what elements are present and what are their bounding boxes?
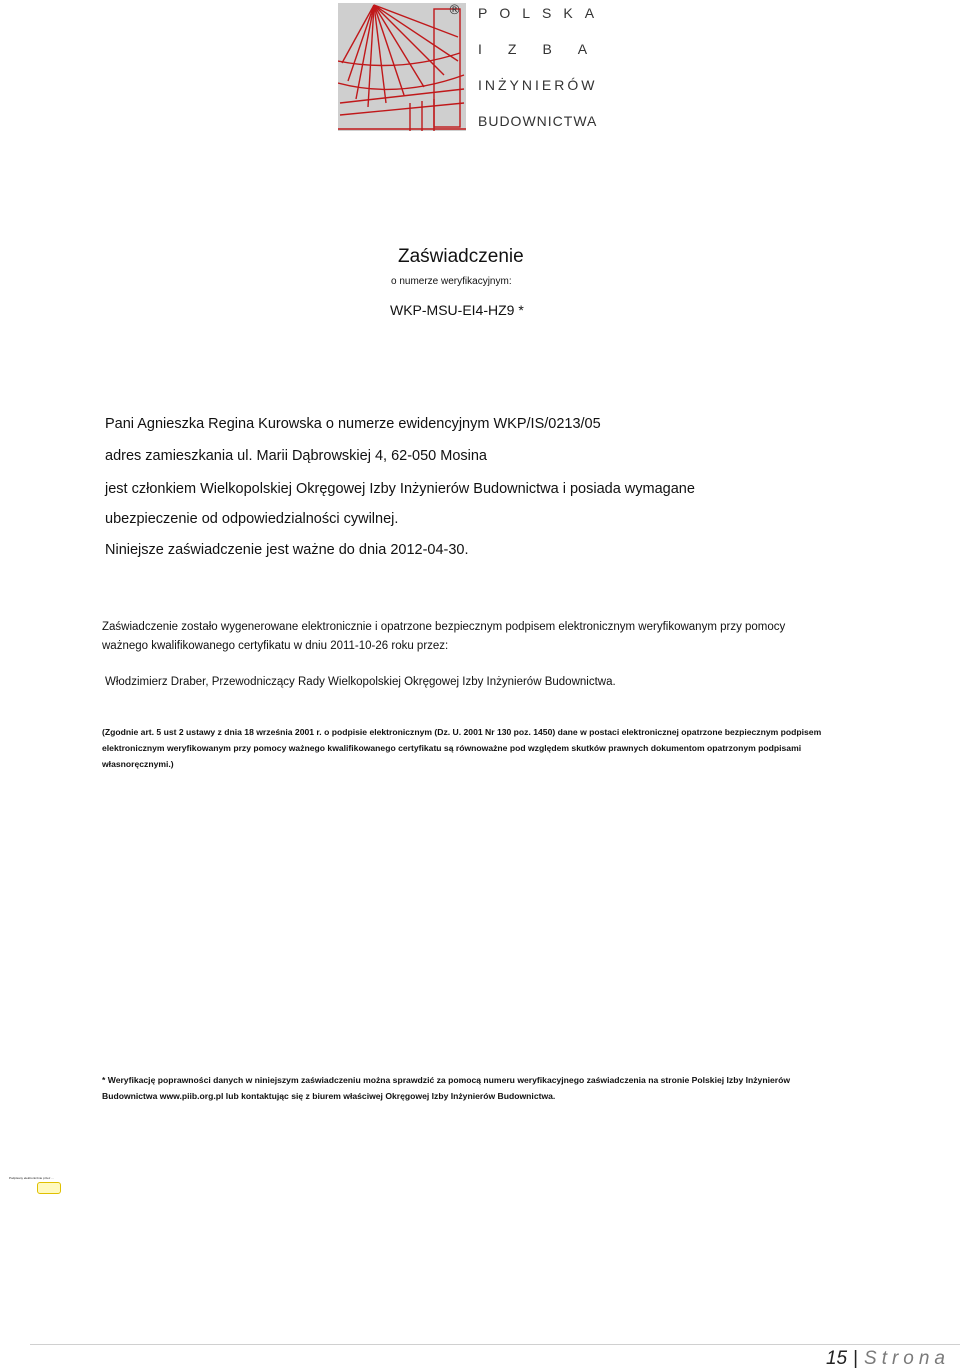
- certificate-title: Zaświadczenie: [398, 246, 524, 267]
- piib-logo-icon: [338, 3, 466, 131]
- insurance-line: ubezpieczenie od odpowiedzialności cywilnej.: [105, 511, 399, 527]
- holder-line: Pani Agnieszka Regina Kurowska o numerze ewidencyjnym WKP/IS/0213/05: [105, 416, 601, 432]
- registered-mark: ®: [448, 3, 461, 18]
- signer-line: Włodzimierz Draber, Przewodniczący Rady Wielkopolskiej Okręgowej Izby Inżynierów Budownictwa.: [105, 676, 616, 688]
- legal-note: (Zgodnie art. 5 ust 2 ustawy z dnia 18 września 2001 r. o podpisie elektronicznym (Dz. U. 2001 Nr 130 poz. 1450) dane w postaci elektronicznej opatrzone bezpiecznym podpisem elektronicznym weryfikowanym przy pomocy ważnego kwalifikowanego certyfikatu są równoważne pod względem skutków prawnych dokumentom opatrzonym podpisami własnoręcznymi.): [102, 727, 822, 769]
- signature-stamp-icon: [9, 1176, 69, 1198]
- address-line: adres zamieszkania ul. Marii Dąbrowskiej 4, 62-050 Mosina: [105, 448, 487, 464]
- logo-line-polska: POLSKA: [478, 5, 607, 21]
- logo-line-inzynierow: INŻYNIERÓW: [478, 77, 598, 93]
- footer-separator: |: [853, 1348, 859, 1369]
- page-footer: [826, 1348, 950, 1370]
- stamp-mark: [37, 1182, 61, 1194]
- stamp-text: Podpisany elektronicznie przez ...: [9, 1176, 54, 1180]
- verification-code: WKP-MSU-EI4-HZ9 *: [390, 302, 524, 318]
- logo-line-budownictwa: BUDOWNICTWA: [478, 113, 598, 129]
- page-label: Strona: [864, 1348, 950, 1369]
- page-number: 15: [825, 1348, 848, 1369]
- validity-line: Niniejsze zaświadczenie jest ważne do dnia 2012-04-30.: [105, 542, 469, 558]
- membership-line: jest członkiem Wielkopolskiej Okręgowej Izby Inżynierów Budownictwa i posiada wymagane: [105, 481, 695, 497]
- footnote: * Weryfikację poprawności danych w niniejszym zaświadczeniu można sprawdzić za pomocą numeru weryfikacyjnego zaświadczenia na stronie Polskiej Izby Inżynierów Budownictwa www.piib.org.pl lub kontaktując się z biurem właściwej Okręgowej Izby Inżynierów Budownictwa.: [102, 1075, 791, 1101]
- generated-statement: Zaświadczenie zostało wygenerowane elektronicznie i opatrzone bezpiecznym podpisem elektronicznym weryfikowanym przy pomocy ważnego kwalifikowanego certyfikatu w dniu 2011-10-26 roku przez:: [102, 621, 786, 652]
- certificate-subtitle: o numerze weryfikacyjnym:: [391, 276, 512, 287]
- logo-line-izba: IZBA: [478, 41, 614, 57]
- footer-divider: [30, 1344, 960, 1345]
- logo: [338, 3, 614, 131]
